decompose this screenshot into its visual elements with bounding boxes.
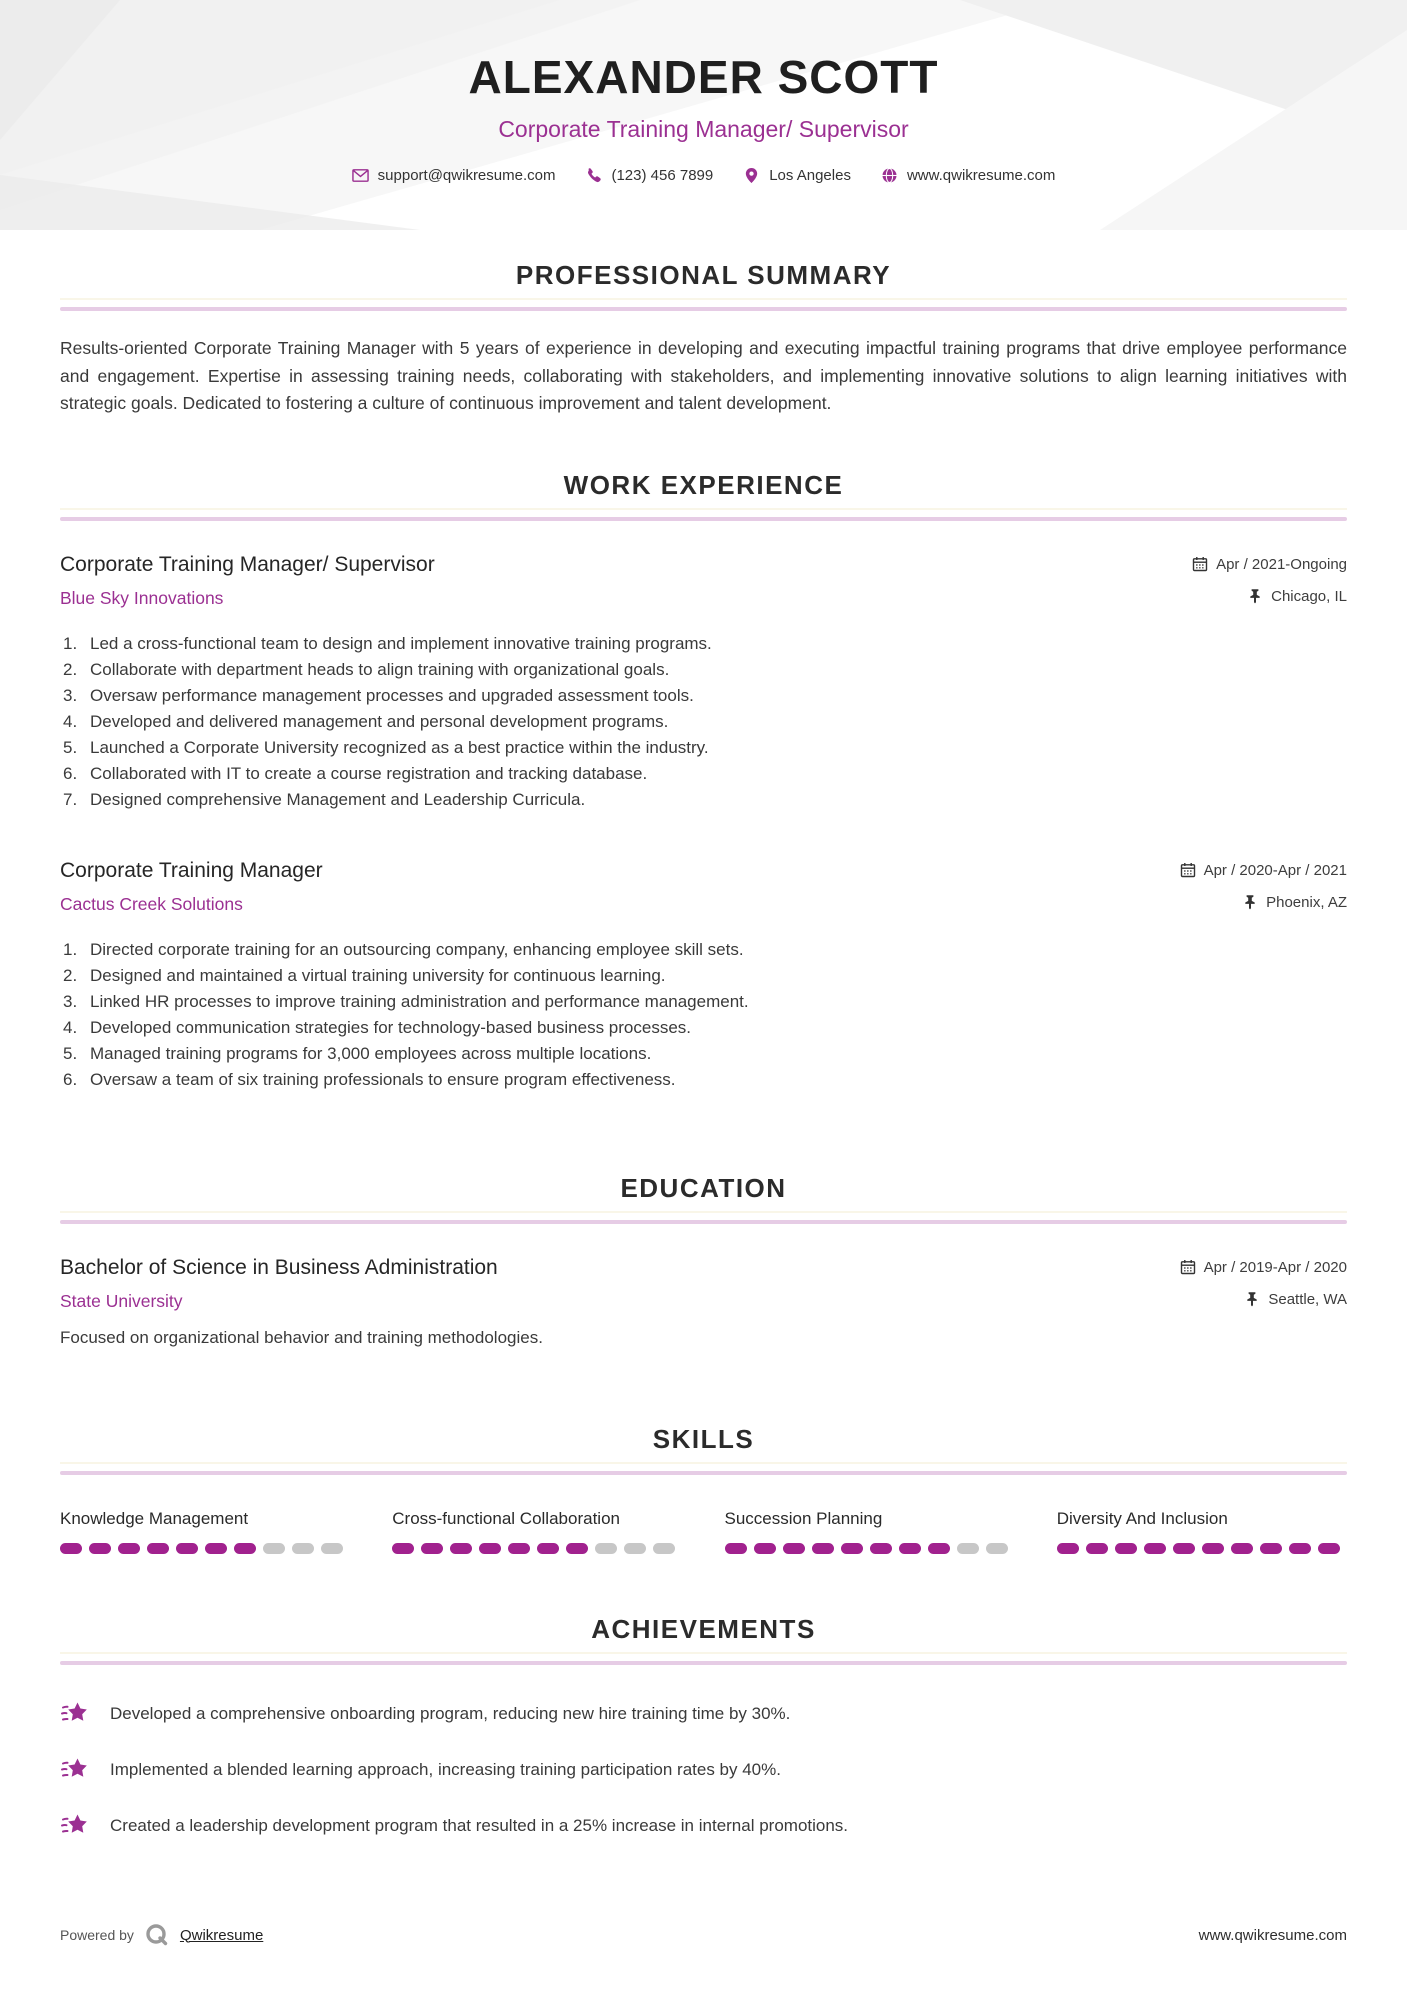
skill-dash <box>957 1543 979 1554</box>
page-footer <box>60 1922 1347 1948</box>
shooting-star-icon <box>60 1699 90 1729</box>
skill-label: Succession Planning <box>724 1508 883 1528</box>
skill-dash <box>1144 1543 1166 1554</box>
globe-icon <box>881 167 898 184</box>
company-name: Cactus Creek Solutions <box>60 893 243 914</box>
pushpin-icon <box>1244 1291 1260 1307</box>
job-entry <box>60 859 1347 1093</box>
job-bullet <box>60 1067 1347 1093</box>
job-location <box>1242 894 1347 911</box>
job-bullet <box>60 683 1347 709</box>
bullet-number: 5. <box>63 1043 78 1063</box>
section-divider <box>60 307 1347 311</box>
bullet-number: 4. <box>63 711 78 731</box>
job-location <box>1247 588 1347 605</box>
skill-label: Diversity And Inclusion <box>1056 1508 1228 1528</box>
bullet-number: 7. <box>63 789 78 809</box>
achievement-text: Created a leadership development program that resulted in a 25% increase in internal promotions. <box>110 1815 849 1835</box>
skill-dash <box>450 1543 472 1554</box>
bullet-text: Designed and maintained a virtual training university for continuous learning. <box>90 965 666 985</box>
job-entry <box>60 553 1347 813</box>
job-title: Corporate Training Manager <box>60 858 323 882</box>
education-description: Focused on organizational behavior and training methodologies. <box>60 1327 543 1347</box>
calendar-icon <box>1180 1259 1196 1275</box>
bullet-text: Collaborated with IT to create a course registration and tracking database. <box>90 763 648 783</box>
job-bullet <box>60 735 1347 761</box>
degree-title: Bachelor of Science in Business Administration <box>60 1255 498 1279</box>
section-divider <box>60 1471 1347 1475</box>
skill-level-bar <box>392 1543 682 1554</box>
job-bullet <box>60 989 1347 1015</box>
education-dates <box>1180 1259 1347 1276</box>
job-dates <box>1180 862 1347 879</box>
job-dates-text: Apr / 2021-Ongoing <box>1216 555 1347 573</box>
jobs-list <box>60 553 1347 1093</box>
achievements-section <box>60 1614 1347 1841</box>
contact-phone[interactable] <box>585 167 713 184</box>
job-bullets <box>60 937 1347 1093</box>
achievement-text: Developed a comprehensive onboarding program, reducing new hire training time by 30%. <box>110 1703 791 1723</box>
bullet-number: 2. <box>63 965 78 985</box>
contact-location <box>743 167 851 184</box>
job-bullet <box>60 787 1347 813</box>
summary-heading: PROFESSIONAL SUMMARY <box>515 260 892 290</box>
contact-email-text: support@qwikresume.com <box>377 167 556 184</box>
education-section <box>60 1173 1347 1348</box>
bullet-text: Collaborate with department heads to align training with organizational goals. <box>90 659 670 679</box>
skill-dash <box>176 1543 198 1554</box>
skill-dash <box>653 1543 675 1554</box>
bullet-number: 5. <box>63 737 78 757</box>
education-heading: EDUCATION <box>620 1172 787 1203</box>
skill-dash <box>754 1543 776 1554</box>
skill-dash <box>1318 1543 1340 1554</box>
skill-level-bar <box>1057 1543 1347 1554</box>
skill-dash <box>566 1543 588 1554</box>
skill-dash <box>986 1543 1008 1554</box>
skill-dash <box>870 1543 892 1554</box>
job-header-left <box>60 859 323 915</box>
bullet-text: Oversaw performance management processes and upgraded assessment tools. <box>90 685 694 705</box>
section-divider <box>60 1661 1347 1665</box>
job-bullet <box>60 1041 1347 1067</box>
job-bullet <box>60 761 1347 787</box>
calendar-icon <box>1192 556 1208 572</box>
contact-email[interactable] <box>352 167 556 184</box>
achievement-item <box>60 1699 1347 1729</box>
education-location-text: Seattle, WA <box>1268 1290 1347 1308</box>
pushpin-icon <box>1247 588 1263 604</box>
shooting-star-icon <box>60 1811 90 1841</box>
skill-dash <box>60 1543 82 1554</box>
job-header <box>60 553 1347 609</box>
company-name: Blue Sky Innovations <box>60 587 224 608</box>
skill-dash <box>1057 1543 1079 1554</box>
skill-level-bar <box>60 1543 350 1554</box>
skill-item <box>392 1509 682 1554</box>
skills-heading: SKILLS <box>652 1423 755 1454</box>
qwikresume-link[interactable]: Qwikresume <box>179 1926 264 1944</box>
skill-dash <box>537 1543 559 1554</box>
location-pin-icon <box>743 167 760 184</box>
school-name: State University <box>60 1290 183 1311</box>
contact-website-text: www.qwikresume.com <box>906 167 1056 184</box>
skill-dash <box>1115 1543 1137 1554</box>
footer-brand-group <box>60 1922 263 1948</box>
bullet-text: Designed comprehensive Management and Leadership Curricula. <box>90 789 586 809</box>
education-location <box>1244 1291 1347 1308</box>
skill-dash <box>508 1543 530 1554</box>
skill-dash <box>479 1543 501 1554</box>
achievement-text: Implemented a blended learning approach, increasing training participation rates by 40%. <box>110 1759 781 1779</box>
bullet-text: Led a cross-functional team to design and implement innovative training programs. <box>90 633 712 653</box>
summary-section <box>60 260 1347 418</box>
skill-dash <box>928 1543 950 1554</box>
section-divider <box>60 517 1347 521</box>
pushpin-icon <box>1242 894 1258 910</box>
skill-dash <box>205 1543 227 1554</box>
education-dates-text: Apr / 2019-Apr / 2020 <box>1203 1258 1347 1276</box>
job-bullet <box>60 1015 1347 1041</box>
achievements-list <box>60 1699 1347 1841</box>
skill-dash <box>421 1543 443 1554</box>
skill-dash <box>783 1543 805 1554</box>
job-title: Corporate Training Manager/ Supervisor <box>60 552 435 576</box>
bullet-text: Developed communication strategies for technology-based business processes. <box>90 1017 691 1037</box>
bullet-text: Developed and delivered management and personal development programs. <box>90 711 669 731</box>
bullet-number: 6. <box>63 1069 78 1089</box>
skill-item <box>725 1509 1015 1554</box>
education-list <box>60 1256 1347 1348</box>
footer-website[interactable]: www.qwikresume.com <box>1198 1926 1347 1944</box>
resume-header <box>0 0 1407 230</box>
skill-dash <box>595 1543 617 1554</box>
achievements-heading: ACHIEVEMENTS <box>591 1613 816 1644</box>
email-icon <box>352 167 369 184</box>
job-bullet <box>60 963 1347 989</box>
bullet-text: Launched a Corporate University recognized as a best practice within the industry. <box>90 737 709 757</box>
job-header-left <box>60 553 435 609</box>
skill-dash <box>1173 1543 1195 1554</box>
header-inner <box>0 0 1407 184</box>
skill-dash <box>841 1543 863 1554</box>
education-header-left <box>60 1256 498 1312</box>
summary-text: Results-oriented Corporate Training Manager with 5 years of experience in developing and executing impactful training programs that drive employee performance and engagement. Expertise in assessing training needs, collaborating with stakeholders, and implementing innovative solutions to align learning initiatives with strategic goals. Dedicated to fostering a culture of continuous improvement and talent development. <box>60 338 1347 414</box>
skills-grid <box>60 1509 1347 1554</box>
bullet-number: 4. <box>63 1017 78 1037</box>
phone-icon <box>585 167 602 184</box>
job-header <box>60 859 1347 915</box>
work-experience-section <box>60 470 1347 1093</box>
job-dates-text: Apr / 2020-Apr / 2021 <box>1203 861 1347 879</box>
skill-dash <box>118 1543 140 1554</box>
job-header-right <box>1180 859 1347 911</box>
job-bullets <box>60 631 1347 813</box>
skill-dash <box>725 1543 747 1554</box>
skill-dash <box>292 1543 314 1554</box>
skill-item <box>60 1509 350 1554</box>
bullet-number: 3. <box>63 991 78 1011</box>
skill-dash <box>1289 1543 1311 1554</box>
skill-dash <box>624 1543 646 1554</box>
job-bullet <box>60 709 1347 735</box>
skill-dash <box>1202 1543 1224 1554</box>
job-location-text: Phoenix, AZ <box>1266 893 1347 911</box>
qwikresume-logo <box>144 1922 170 1948</box>
skill-dash <box>812 1543 834 1554</box>
bullet-number: 1. <box>63 939 78 959</box>
skill-dash <box>263 1543 285 1554</box>
skill-label: Knowledge Management <box>60 1508 249 1528</box>
skill-item <box>1057 1509 1347 1554</box>
job-dates <box>1192 556 1347 573</box>
job-bullet <box>60 631 1347 657</box>
job-bullet <box>60 937 1347 963</box>
bullet-text: Managed training programs for 3,000 employees across multiple locations. <box>90 1043 652 1063</box>
skill-dash <box>1086 1543 1108 1554</box>
job-location-text: Chicago, IL <box>1271 587 1347 605</box>
bullet-text: Directed corporate training for an outsourcing company, enhancing employee skill sets. <box>90 939 744 959</box>
skill-dash <box>899 1543 921 1554</box>
contact-location-text: Los Angeles <box>769 167 851 184</box>
skill-level-bar <box>725 1543 1015 1554</box>
skills-section <box>60 1424 1347 1554</box>
skill-dash <box>147 1543 169 1554</box>
shooting-star-icon <box>60 1755 90 1785</box>
contact-row <box>0 167 1407 184</box>
resume-content <box>0 260 1407 1841</box>
bullet-number: 6. <box>63 763 78 783</box>
bullet-number: 1. <box>63 633 78 653</box>
work-heading: WORK EXPERIENCE <box>563 469 844 500</box>
skill-dash <box>1260 1543 1282 1554</box>
bullet-text: Oversaw a team of six training professionals to ensure program effectiveness. <box>90 1069 676 1089</box>
skill-label: Cross-functional Collaboration <box>392 1508 620 1528</box>
skill-dash <box>89 1543 111 1554</box>
skill-dash <box>392 1543 414 1554</box>
section-divider <box>60 1220 1347 1224</box>
skill-dash <box>234 1543 256 1554</box>
job-header-right <box>1192 553 1347 605</box>
education-entry <box>60 1256 1347 1348</box>
skill-dash <box>1231 1543 1253 1554</box>
candidate-title: Corporate Training Manager/ Supervisor <box>498 116 909 142</box>
education-header <box>60 1256 1347 1312</box>
contact-phone-text: (123) 456 7899 <box>611 167 714 184</box>
bullet-number: 2. <box>63 659 78 679</box>
achievement-item <box>60 1811 1347 1841</box>
powered-by-label: Powered by <box>60 1927 134 1943</box>
achievement-item <box>60 1755 1347 1785</box>
calendar-icon <box>1180 862 1196 878</box>
bullet-text: Linked HR processes to improve training administration and performance management. <box>90 991 749 1011</box>
education-header-right <box>1180 1256 1347 1308</box>
candidate-name: ALEXANDER SCOTT <box>468 51 939 103</box>
job-bullet <box>60 657 1347 683</box>
skill-dash <box>321 1543 343 1554</box>
bullet-number: 3. <box>63 685 78 705</box>
contact-website[interactable] <box>881 167 1055 184</box>
